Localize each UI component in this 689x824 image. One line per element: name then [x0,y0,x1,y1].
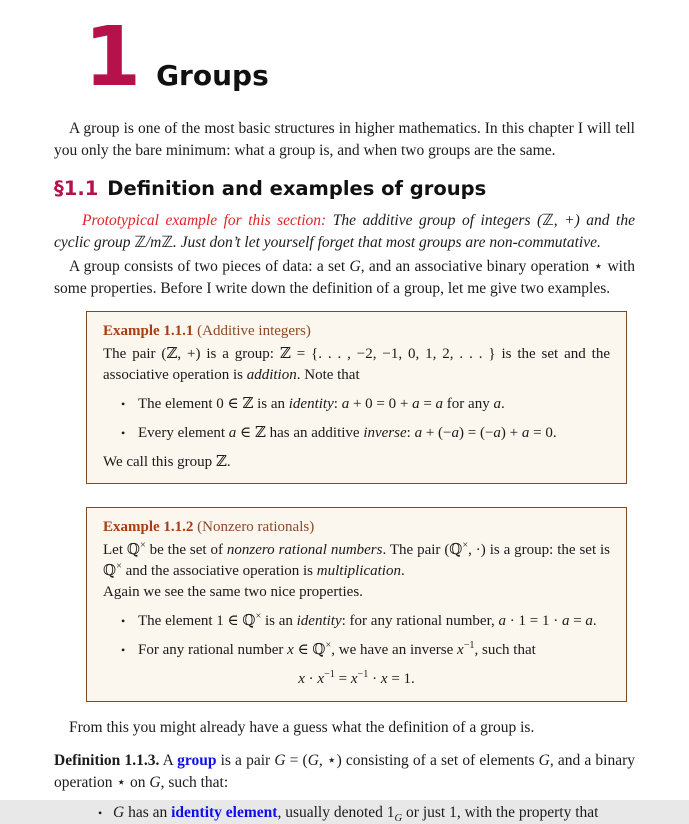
text-seg: nonzero rational numbers [226,541,383,558]
text-seg: : [406,424,415,441]
example-1-bullet-list [103,394,610,444]
intro-paragraph [54,118,635,162]
text-seg: , we have an inverse [331,641,458,658]
text-seg: The pair (ℤ, +) is a group: ℤ = {. . . , −2, −1, 0, 1, 2, . . . } is the set and the associative operation is [103,345,610,383]
text-seg: From this you might already have a guess what the definition of a group is. [69,718,535,736]
text-seg: . Note that [296,366,360,383]
text-seg: + 0 = 0 + [349,395,413,412]
text-seg: We call this group ℤ. [103,453,231,470]
text-seg: × [462,539,469,551]
text-seg: . The pair (ℚ [382,541,463,558]
example-1-topic: (Additive integers) [197,322,311,339]
text-seg: , usually denoted 1 [277,803,395,821]
section-title: Definition and examples of groups [107,176,487,200]
text-seg: a [493,395,501,412]
chapter-number: 1 [84,10,142,105]
text-seg: · [304,670,318,687]
text-seg: Definition 1.1.3. [54,751,160,769]
text-seg: , ·) is a group: the set is ℚ [103,541,611,579]
text-seg: × [255,610,262,622]
section-heading [54,177,635,201]
text-seg: G [538,751,550,769]
text-seg: G [149,773,161,791]
text-seg: has an [124,803,172,821]
chapter-header [84,0,635,105]
text-seg: x [380,670,388,687]
section-number: §1.1 [54,176,99,200]
text-seg: : [333,395,342,412]
definition-bullet-item [54,802,635,824]
text-seg: ) = (− [459,424,494,441]
text-seg: = 0. [529,424,557,441]
text-seg: G [274,751,286,769]
text-seg: The element 0 ∈ ℤ is an [138,395,289,412]
bullet-item [103,394,610,415]
text-seg: is a pair [216,751,275,769]
text-seg: a [585,612,593,629]
text-seg: The element 1 ∈ ℚ [138,612,256,629]
bullet-item [103,423,610,444]
text-seg: −1 [357,668,369,680]
text-seg: inverse [363,424,407,441]
definition-paragraph [54,750,635,794]
text-seg: x [298,670,305,687]
text-seg: Prototypical example for this section: [82,211,333,229]
text-seg: −1 [463,639,475,651]
text-seg: Every element [138,424,229,441]
chapter-title: Groups [156,58,269,92]
text-seg: , and a binary operation ⋆ on [54,751,635,791]
prototypical-example-paragraph [54,210,635,254]
text-seg: , ⋆) consisting of a set of elements [318,751,539,769]
example-1-body [103,344,610,386]
text-seg: a [451,424,459,441]
text-seg: −1 [324,668,335,680]
text-seg: : for any rational number, [341,612,499,629]
text-seg: a [341,395,350,412]
text-seg: = [569,612,586,629]
text-seg: identity [296,612,342,629]
text-seg: Let ℚ [103,541,140,558]
lead-paragraph [54,256,635,300]
text-seg: G [394,812,403,824]
text-seg: · 1 = 1 · [506,612,562,629]
text-seg: a [414,424,423,441]
bullet-item [103,640,610,661]
text-seg: A group consists of two pieces of data: a set [69,257,350,275]
text-seg: , such that: [160,773,229,791]
text-seg: The additive group of integers (ℤ, +) and the cyclic group ℤ/mℤ. Just don’t let yourself forget that most groups are non-commutative. [54,211,635,251]
text-seg: . [500,395,505,412]
text-seg: . [592,612,597,629]
text-seg: , and an associative binary operation ⋆ with some properties. Before I write down the definition of a group, let me give two examples. [54,257,635,297]
inverse-equation [103,669,610,690]
text-seg: a [435,395,444,412]
link-identity-element[interactable]: identity element [171,803,278,821]
text-seg: ) + [500,424,522,441]
text-seg: A group is one of the most basic structures in higher mathematics. In this chapter I will tell you only the bare minimum: what a group is, and when two groups are the same. [54,119,635,159]
text-seg: multiplication [316,562,401,579]
example-1-label: Example 1.1.1 [103,322,194,339]
example-2-title [103,516,610,538]
text-seg: a [561,612,570,629]
text-seg: = [419,395,436,412]
text-seg: A [159,751,178,769]
text-seg: ∈ ℚ [293,641,326,658]
text-seg: a [498,612,506,629]
text-seg: a [521,424,530,441]
example-box-1 [86,311,627,484]
text-seg: · [368,670,381,687]
text-seg: G [349,257,361,275]
text-seg: is an [261,612,297,629]
text-seg: . [400,562,405,579]
example-2-label: Example 1.1.2 [103,518,194,535]
example-2-bullet-list [103,611,610,661]
bullet-item [103,611,610,632]
text-seg: addition [246,366,297,383]
text-seg: a [228,424,237,441]
text-seg: = ( [285,751,308,769]
text-seg: G [113,803,125,821]
example-2-body-2 [103,582,610,603]
definition-bullet-list [54,802,635,824]
text-seg: For any rational number [138,641,288,658]
text-seg: x [287,641,294,658]
text-seg: × [325,639,332,651]
text-seg: for any [443,395,494,412]
text-seg: a [493,424,501,441]
text-seg: + (− [422,424,452,441]
text-seg: and the associative operation is [121,562,317,579]
text-seg: = 1. [387,670,415,687]
text-seg: or just 1, with the property that [402,803,599,821]
text-seg: Again we see the same two nice properties. [103,583,363,600]
text-seg: x [350,670,358,687]
example-1-footer [103,452,610,473]
text-seg: × [116,560,122,572]
text-seg: G [307,751,319,769]
text-seg: be the set of [145,541,227,558]
text-seg: × [139,539,146,551]
text-seg: identity [288,395,334,412]
example-2-body [103,540,610,582]
text-seg: ∈ ℤ has an additive [236,424,364,441]
text-seg: x [457,641,464,658]
text-seg: = [334,670,351,687]
closing-paragraph [54,717,635,739]
text-seg: a [412,395,420,412]
link-group[interactable]: group [177,751,217,769]
example-2-topic: (Nonzero rationals) [197,518,315,535]
example-1-title [103,320,610,342]
example-box-2 [86,507,627,702]
text-seg: , such that [474,641,536,658]
text-seg: x [317,670,325,687]
